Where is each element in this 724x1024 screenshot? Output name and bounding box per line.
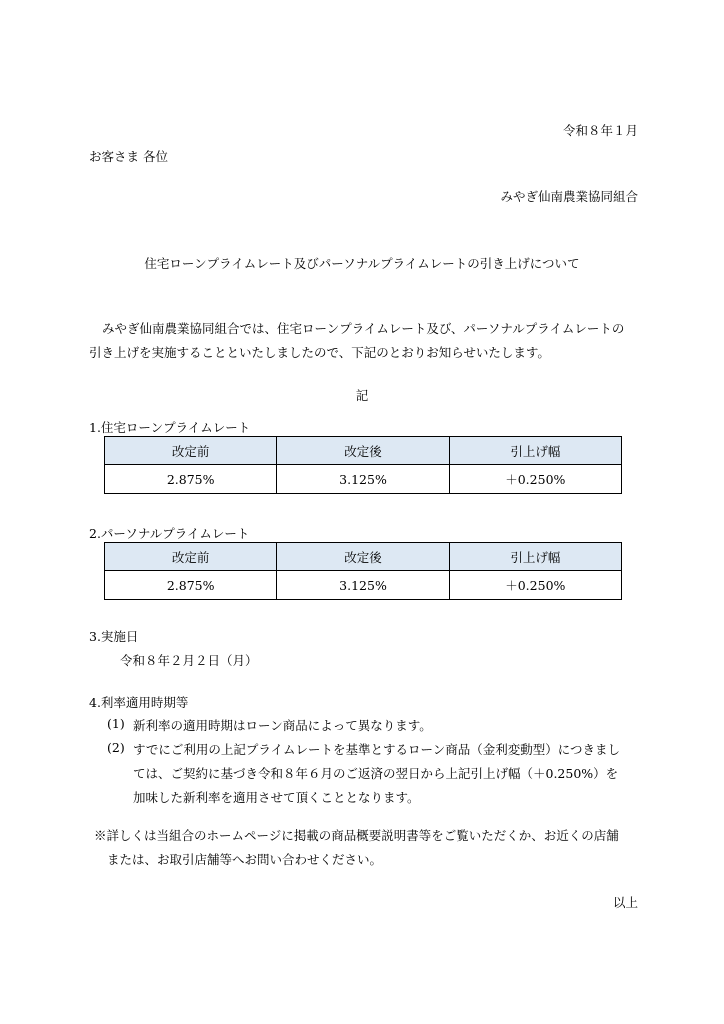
table-row <box>105 465 622 494</box>
ki-heading: 記 <box>355 388 369 403</box>
section-housing-title: 1.住宅ローンプライムレート <box>89 420 251 435</box>
section-application-title: 4.利率適用時期等 <box>89 695 189 710</box>
item-number-2: (2) <box>107 740 125 755</box>
table-header-row <box>105 543 622 571</box>
intro-line-1: みやぎ仙南農業協同組合では、住宅ローンプライムレート及び、パーソナルプライムレートの <box>102 321 625 336</box>
addressee: お客さま 各位 <box>89 149 168 164</box>
closing-mark: 以上 <box>612 895 638 910</box>
personal-rate-table <box>104 542 622 600</box>
value-before: 2.875% <box>105 571 277 600</box>
value-after: 3.125% <box>277 571 449 600</box>
application-item-2-line-2: ては、ご契約に基づき令和８年６月のご返済の翌日から上記引上げ幅（＋0.250%）を <box>133 766 619 781</box>
housing-rate-table <box>104 436 622 494</box>
header-before: 改定前 <box>105 437 277 465</box>
value-increase: ＋0.250% <box>449 571 621 600</box>
header-after: 改定後 <box>277 437 449 465</box>
application-item-2-line-1: すでにご利用の上記プライムレートを基準とするローン商品（金利変動型）につきまし <box>133 742 621 757</box>
note-line-1: ※詳しくは当組合のホームページに掲載の商品概要説明書等をご覧いただくか、お近くの店舗 <box>94 828 619 843</box>
table-header-row <box>105 437 622 465</box>
header-after: 改定後 <box>277 543 449 571</box>
table-row <box>105 571 622 600</box>
application-item-2-line-3: 加味した新利率を適用させて頂くこととなります。 <box>133 790 420 805</box>
section-implementation-title: 3.実施日 <box>89 629 139 644</box>
note-line-2: または、お取引店舗等へお問い合わせください。 <box>107 852 383 867</box>
section-personal-title: 2.パーソナルプライムレート <box>89 526 250 541</box>
value-before: 2.875% <box>105 465 277 494</box>
header-before: 改定前 <box>105 543 277 571</box>
header-increase: 引上げ幅 <box>449 437 621 465</box>
value-after: 3.125% <box>277 465 449 494</box>
application-item-1: 新利率の適用時期はローン商品によって異なります。 <box>133 718 432 733</box>
value-increase: ＋0.250% <box>449 465 621 494</box>
document-title: 住宅ローンプライムレート及びパーソナルプライムレートの引き上げについて <box>144 256 580 271</box>
intro-line-2: 引き上げを実施することといたしましたので、下記のとおりお知らせいたします。 <box>89 345 550 360</box>
document-date: 令和８年１月 <box>562 123 638 138</box>
header-increase: 引上げ幅 <box>449 543 621 571</box>
issuer-name: みやぎ仙南農業協同組合 <box>500 189 638 204</box>
item-number-1: (1) <box>107 716 125 731</box>
implementation-date: 令和８年２月２日（月） <box>120 653 258 668</box>
